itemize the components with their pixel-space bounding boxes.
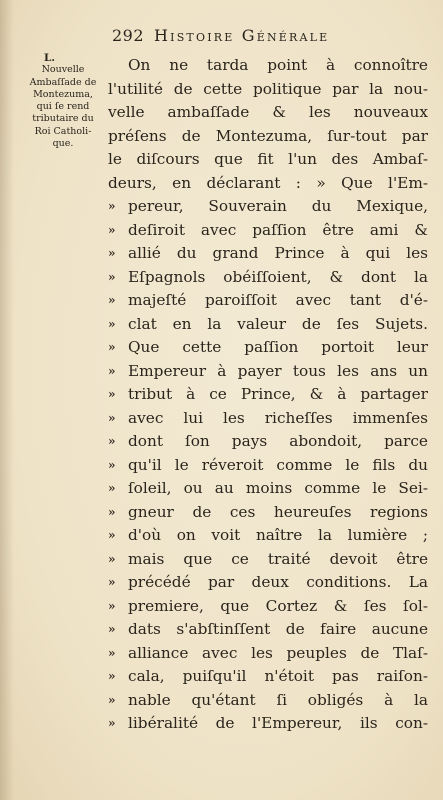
text-line [108,571,428,595]
marginal-note-line: Nouvelle [41,64,85,76]
text-line [108,195,428,219]
quote-mark: » [108,504,116,519]
quote-mark: » [108,457,116,472]
text-line [108,454,428,478]
quote-mark: » [108,645,116,660]
text-line-content: alliance avec les peuples de Tlaſ- [128,643,428,662]
text-line [108,266,428,290]
quote-mark: » [108,410,116,425]
text-line-content: Eſpagnols obéiſſoient, & dont la [128,267,428,286]
marginal-note-line: tributaire du [32,113,94,125]
text-line-content: On ne tarda point à connoître [128,56,428,74]
quote-mark: » [108,692,116,707]
text-line [108,101,428,125]
text-line-content: allié du grand Prince à qui les [128,244,428,262]
text-line [108,665,428,689]
page-number: 292 [112,26,145,45]
text-line [108,642,428,666]
quote-mark: » [108,293,116,307]
text-line-content: mais que ce traité devoit être [128,549,428,568]
text-line-content: l'utilité de cette politique par la nou- [108,79,428,98]
marginal-note-line: que. [52,138,74,150]
quote-mark: » [108,575,116,589]
text-line-content: deurs, en déclarant : » Que l'Em- [108,173,428,192]
quote-mark: » [108,716,116,730]
quote-mark: » [108,598,116,613]
text-line-content: ſoleil, ou au moins comme le Sei- [128,479,428,497]
page-header [112,26,428,48]
text-line-content: majeſté paroiſſoit avec tant d'é- [128,291,428,309]
text-line-content: avec lui les richeſſes immenſes [128,408,428,427]
text-line [108,78,428,102]
quote-mark: » [108,316,116,331]
quote-mark: » [108,222,116,237]
text-line [108,618,428,642]
text-line-content: clat en la valeur de ſes Sujets. [128,314,428,333]
marginal-note [18,52,108,150]
marginal-note-number: L. [44,52,56,64]
text-line-content: Que cette paſſion portoit leur [128,338,428,356]
text-line [108,148,428,172]
text-line [108,125,428,149]
text-line [108,501,428,525]
marginal-note-line: qui ſe rend [36,101,90,113]
marginal-note-line: Roi Catholi- [34,125,92,137]
text-line-content: le diſcours que fit l'un des Ambaſ- [108,150,428,168]
text-line [108,689,428,713]
quote-mark: » [108,387,116,401]
text-line-content: tribut à ce Prince, & à partager [128,385,428,403]
text-line [108,172,428,196]
text-line [108,360,428,384]
text-line-content: deſiroit avec paſſion être ami & [128,220,428,239]
quote-mark: » [108,528,116,542]
running-title: Histoire Générale [154,26,330,45]
text-line-content: pereur, Souverain du Mexique, [128,197,428,215]
text-line-content: qu'il le réveroit comme le fils du [128,455,428,474]
text-line [108,548,428,572]
text-line [108,595,428,619]
text-line [108,219,428,243]
text-line [108,383,428,407]
text-line-content: velle ambaſſade & les nouveaux [108,103,428,121]
quote-mark: » [108,622,116,636]
text-line [108,712,428,736]
text-line [108,524,428,548]
text-line-content: cala, puiſqu'il n'étoit pas raiſon- [128,667,428,685]
text-line-content: préſens de Montezuma, ſur-tout par [108,126,428,145]
quote-mark: » [108,199,116,213]
quote-mark: » [108,340,116,354]
quote-mark: » [108,669,116,683]
text-line-content: précédé par deux conditions. La [128,573,428,591]
text-line-content: premiere, que Cortez & ſes ſol- [128,596,428,615]
text-line-content: nable qu'étant ſi obligés à la [128,690,428,709]
quote-mark: » [108,434,116,448]
text-line [108,242,428,266]
text-line [108,336,428,360]
text-line [108,477,428,501]
marginal-note-line: Ambaſſade de [29,76,97,88]
quote-mark: » [108,246,116,260]
text-line-content: Empereur à payer tous les ans un [128,361,428,380]
text-line [108,407,428,431]
text-line-content: libéralité de l'Empereur, ils con- [128,714,428,732]
text-line [108,313,428,337]
text-line-content: dont ſon pays abondoit, parce [128,432,428,450]
text-line-content: d'où on voit naître la lumière ; [128,526,428,544]
text-line [108,54,428,78]
quote-mark: » [108,551,116,566]
marginal-note-line: Montezuma, [33,88,93,100]
quote-mark: » [108,481,116,495]
body-text [108,54,428,736]
text-line [108,289,428,313]
text-line-content: dats s'abſtinſſent de faire aucune [128,620,428,638]
text-line-content: gneur de ces heureuſes regions [128,502,428,521]
quote-mark: » [108,363,116,378]
quote-mark: » [108,269,116,284]
text-line [108,430,428,454]
